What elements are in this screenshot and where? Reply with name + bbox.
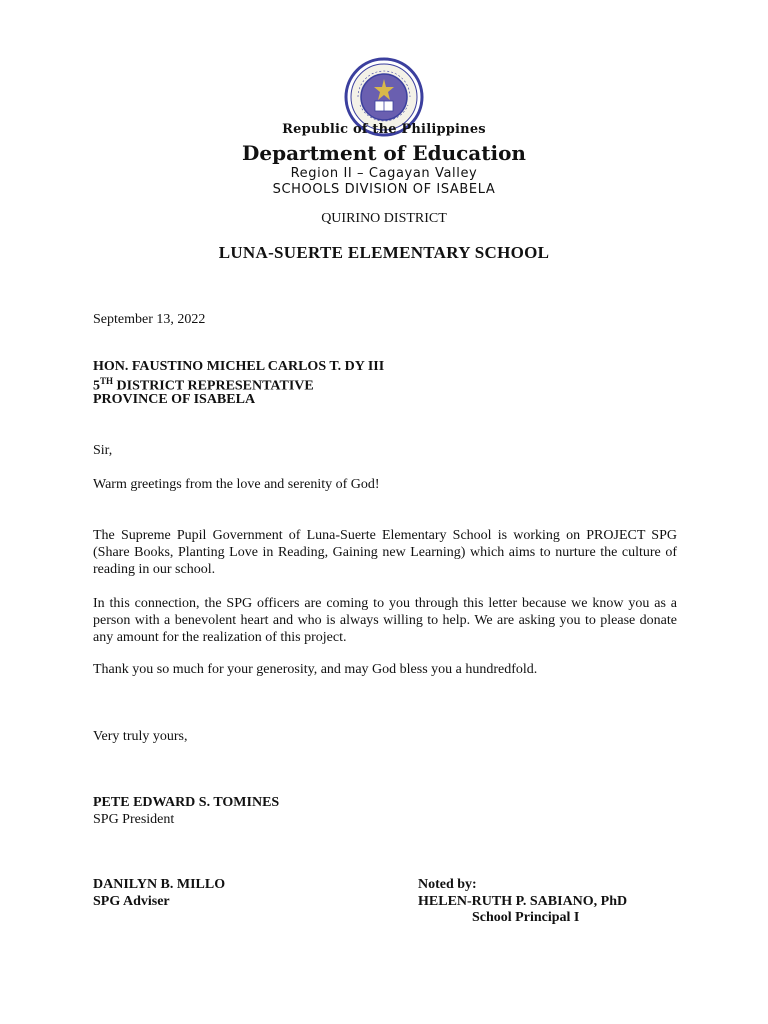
noted-by-label: Noted by: <box>418 877 477 892</box>
principal-role: School Principal I <box>472 910 580 925</box>
president-name: PETE EDWARD S. TOMINES <box>93 795 280 810</box>
adviser-role: SPG Adviser <box>93 894 170 909</box>
republic-heading: Republic of the Philippines <box>282 122 486 137</box>
salutation: Sir, <box>93 443 113 458</box>
greeting: Warm greetings from the love and serenity of God! <box>93 477 380 492</box>
recipient-name: HON. FAUSTINO MICHEL CARLOS T. DY III <box>93 359 385 374</box>
recipient-title-rest: DISTRICT REPRESENTATIVE <box>113 378 314 394</box>
body-paragraph-3: Thank you so much for your generosity, and may God bless you a hundredfold. <box>93 662 538 677</box>
school-heading: LUNA-SUERTE ELEMENTARY SCHOOL <box>218 243 550 262</box>
recipient-title-sup: TH <box>100 376 114 386</box>
district-heading: QUIRINO DISTRICT <box>321 211 447 226</box>
president-role: SPG President <box>93 812 175 827</box>
letter-date: September 13, 2022 <box>93 312 206 327</box>
region-heading: Region II – Cagayan Valley <box>290 166 478 181</box>
adviser-name: DANILYN B. MILLO <box>93 877 226 892</box>
department-heading: Department of Education <box>242 141 526 165</box>
recipient-title-num: 5 <box>93 378 100 394</box>
division-heading: SCHOOLS DIVISION OF ISABELA <box>272 182 496 197</box>
body-paragraph-1: The Supreme Pupil Government of Luna-Suerte Elementary School is working on PROJECT SPG (Share Books, Planting Love in Reading, Gaining new Learning) which aims to nurture the culture of reading in our school. <box>93 528 677 577</box>
recipient-province: PROVINCE OF ISABELA <box>93 392 256 407</box>
closing: Very truly yours, <box>93 729 188 744</box>
body-paragraph-2: In this connection, the SPG officers are coming to you through this letter because we know you as a person with a benevolent heart and who is always willing to help. We are asking you to please donate any amount for the realization of this project. <box>93 596 677 645</box>
principal-name: HELEN-RUTH P. SABIANO, PhD <box>418 894 628 909</box>
